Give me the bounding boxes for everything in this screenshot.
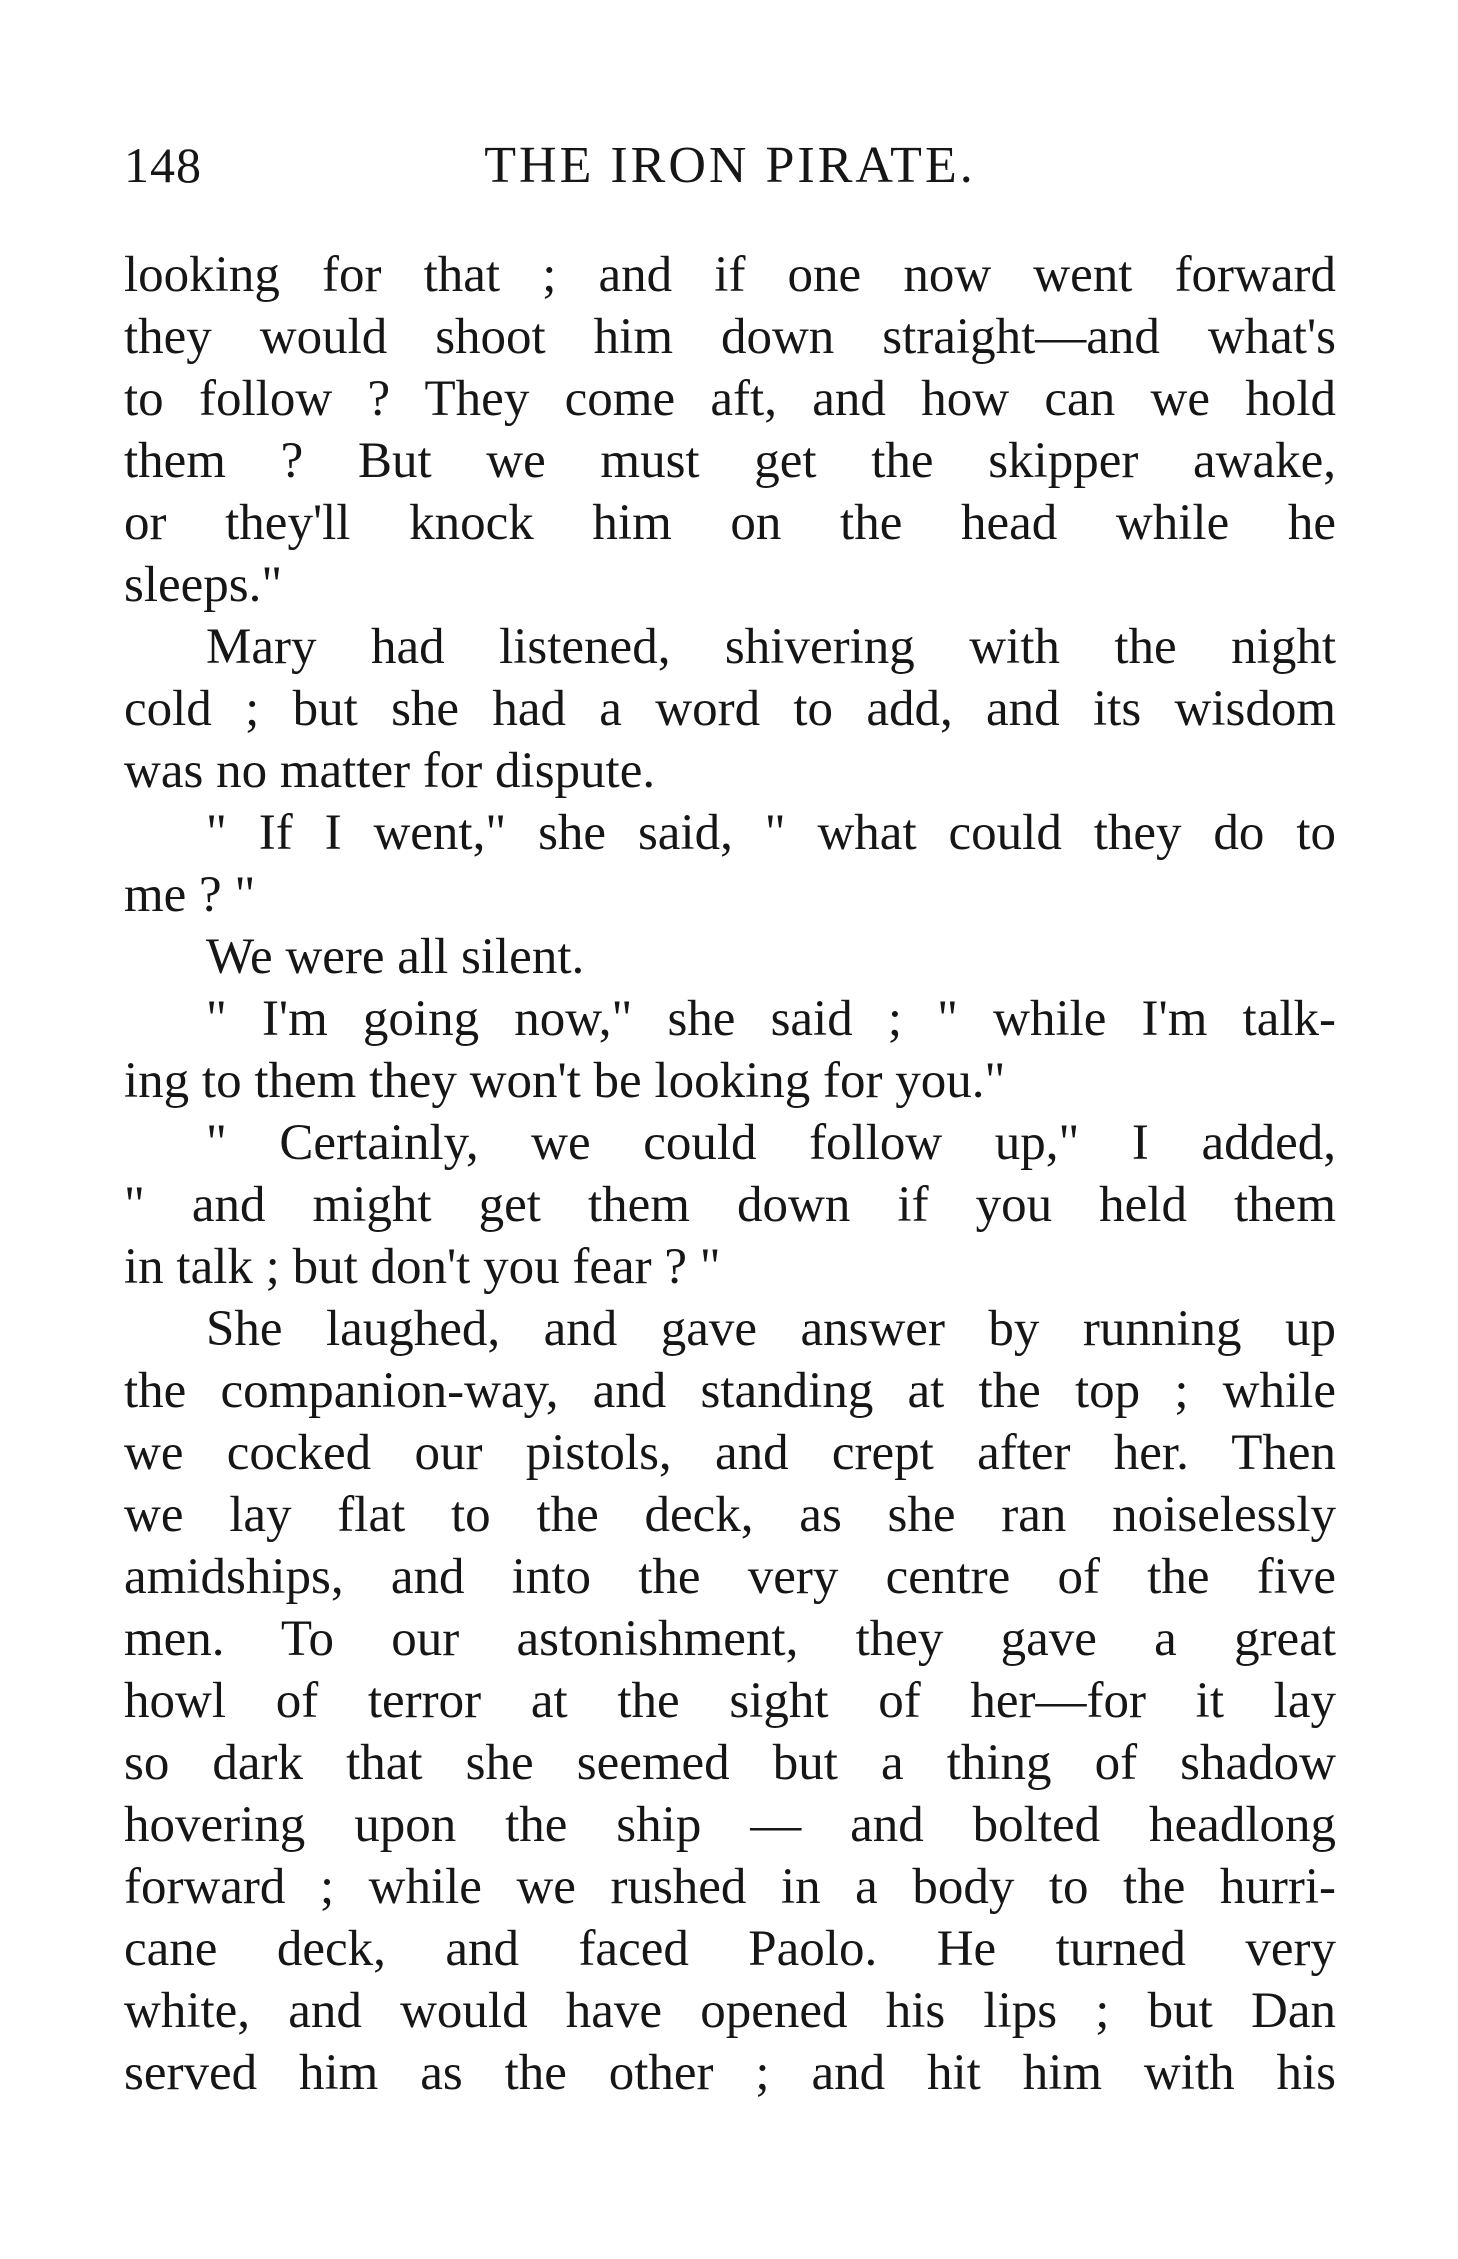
page-number: 148 [124,137,202,193]
text-line: howl of terror at the sight of her—for it lay [124,1673,1336,1729]
text-line: we cocked our pistols, and crept after her. Then [124,1425,1336,1481]
text-line: sleeps." [124,557,283,613]
page-header [124,136,1336,206]
running-title: THE IRON PIRATE. [484,137,976,194]
text-line: Mary had listened, shivering with the night [206,619,1336,675]
text-line: served him as the other ; and hit him with his [124,2045,1336,2101]
text-line: men. To our astonishment, they gave a great [124,1611,1336,1667]
text-line: was no matter for dispute. [124,743,656,799]
text-line: me ? " [124,867,256,923]
text-line: in talk ; but don't you fear ? " [124,1239,721,1295]
text-line: they would shoot him down straight—and what's [124,309,1336,365]
text-line: hovering upon the ship — and bolted headlong [124,1797,1336,1853]
text-line: white, and would have opened his lips ; but Dan [124,1983,1336,2039]
text-line: amidships, and into the very centre of the five [124,1549,1336,1605]
text-line: " Certainly, we could follow up," I added, [206,1115,1336,1171]
text-line: " and might get them down if you held them [124,1177,1336,1233]
text-line: ing to them they won't be looking for you." [124,1053,1006,1109]
text-line: She laughed, and gave answer by running up [206,1301,1336,1357]
text-line: forward ; while we rushed in a body to the hurri- [124,1859,1336,1915]
text-line: to follow ? They come aft, and how can we hold [124,371,1336,427]
text-line: we lay flat to the deck, as she ran noiselessly [124,1487,1336,1543]
text-line: cane deck, and faced Paolo. He turned very [124,1921,1336,1977]
text-line: the companion-way, and standing at the top ; while [124,1363,1336,1419]
text-line: looking for that ; and if one now went forward [124,247,1336,303]
text-line: them ? But we must get the skipper awake, [124,433,1336,489]
body-text [124,244,1336,2104]
text-line: cold ; but she had a word to add, and its wisdom [124,681,1336,737]
text-line: so dark that she seemed but a thing of shadow [124,1735,1336,1791]
text-line: " If I went," she said, " what could they do to [206,805,1336,861]
text-line: " I'm going now," she said ; " while I'm talk- [206,991,1336,1047]
text-line: or they'll knock him on the head while he [124,495,1336,551]
text-line: We were all silent. [206,929,585,985]
